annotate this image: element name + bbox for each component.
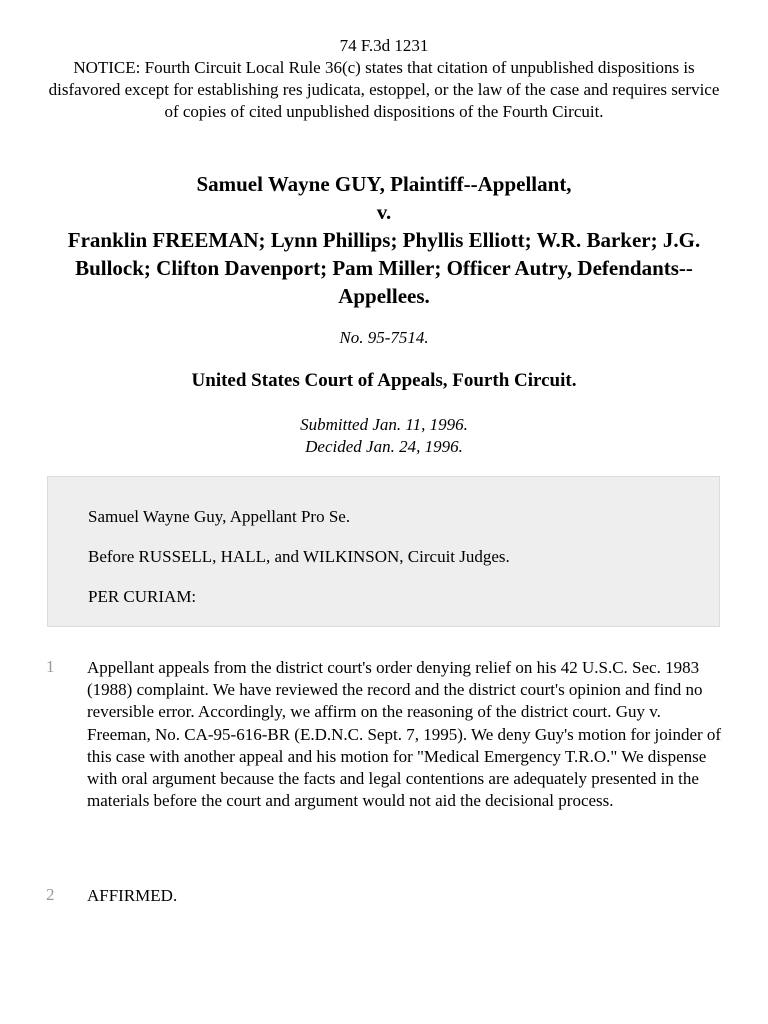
court-name: United States Court of Appeals, Fourth Circuit. — [191, 370, 577, 391]
paragraph-number: 2 — [46, 885, 55, 904]
per-curiam: PER CURIAM: — [88, 587, 197, 606]
decision-dates — [0, 414, 768, 458]
submitted-date: Submitted Jan. 11, 1996. — [300, 415, 468, 434]
notice: NOTICE: Fourth Circuit Local Rule 36(c) states that citation of unpublished dispositions is disfavored except for establishing res judicata, estoppel, or the law of the case and requires service of copies of cited unpublished dispositions of the Fourth Circuit. — [48, 58, 720, 121]
citation: 74 F.3d 1231 — [339, 36, 429, 55]
versus: v. — [376, 200, 392, 224]
counsel: Samuel Wayne Guy, Appellant Pro Se. — [88, 507, 351, 526]
paragraph-text: Appellant appeals from the district court's order denying relief on his 42 U.S.C. Sec. 1983 (1988) complaint. We have reviewed the record and the district court's opinion and find no reversible error. Accordingly, we affirm on the reasoning of the district court. Guy v. Freeman, No. CA-95-616-BR (E.D.N.C. Sept. 7, 1995). We deny Guy's motion for joinder of this case with another appeal and his motion for "Medical Emergency T.R.O." We dispense with oral argument because the facts and legal contentions are adequately presented in the materials before the court and argument would not aid the decisional process. — [87, 658, 722, 811]
paragraph-number: 1 — [46, 657, 55, 676]
docket-number: No. 95-7514. — [339, 328, 429, 347]
decided-date: Decided Jan. 24, 1996. — [305, 437, 463, 456]
panel: Before RUSSELL, HALL, and WILKINSON, Circuit Judges. — [88, 547, 510, 566]
plaintiff: Samuel Wayne GUY, Plaintiff--Appellant, — [196, 172, 572, 196]
defendants: Franklin FREEMAN; Lynn Phillips; Phyllis Elliott; W.R. Barker; J.G. Bullock; Clifton Davenport; Pam Miller; Officer Autry, Defendants--Appellees. — [67, 228, 701, 308]
case-caption — [40, 170, 728, 310]
paragraph-text: AFFIRMED. — [87, 886, 178, 905]
document-header — [40, 35, 728, 123]
preliminary-box — [47, 476, 720, 627]
